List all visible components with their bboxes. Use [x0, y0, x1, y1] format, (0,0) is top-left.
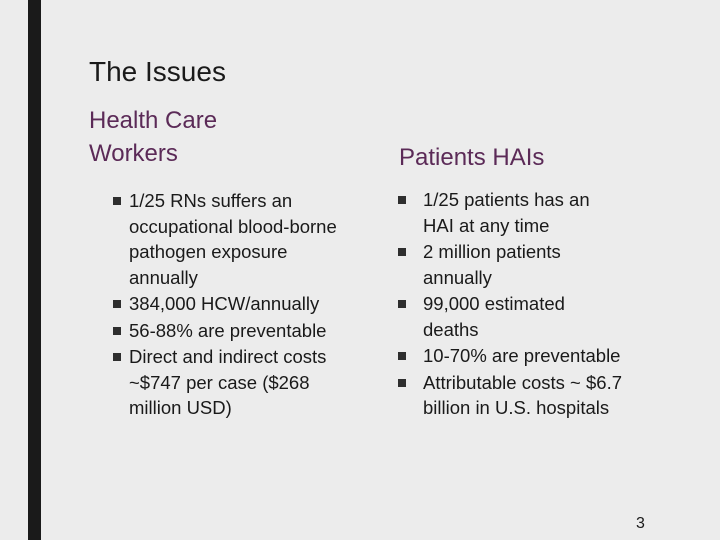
bullet-text: 384,000 HCW/annually	[129, 293, 320, 314]
bullet-square-icon	[113, 300, 121, 308]
bullet-square-icon	[398, 352, 406, 360]
bullet-square-icon	[113, 327, 121, 335]
bullet-text: 2 million patients annually	[423, 241, 561, 288]
bullet-text: Direct and indirect costs ~$747 per case ($268 million USD)	[129, 346, 327, 418]
bullet-text: 99,000 estimated deaths	[423, 293, 565, 340]
left-accent-bar	[28, 0, 41, 540]
list-item	[113, 318, 353, 344]
page-number: 3	[636, 515, 645, 532]
bullet-square-icon	[398, 196, 406, 204]
list-item	[113, 291, 353, 317]
list-item	[395, 370, 625, 421]
bullet-text: 10-70% are preventable	[423, 345, 621, 366]
bullet-text: Attributable costs ~ $6.7 billion in U.S. hospitals	[423, 371, 622, 418]
left-column-heading: Health Care Workers	[89, 107, 218, 167]
bullet-square-icon	[113, 197, 121, 205]
bullet-text: 56-88% are preventable	[129, 319, 327, 341]
slide-title: The Issues	[89, 56, 226, 87]
right-column-heading: Patients HAIs	[399, 144, 545, 171]
bullet-square-icon	[113, 353, 121, 361]
list-item	[113, 344, 353, 421]
bullet-text: 1/25 RNs suffers an occupational blood-borne pathogen exposure annually	[129, 190, 337, 288]
right-bullet-list	[395, 187, 625, 422]
list-item	[395, 187, 625, 238]
bullet-square-icon	[398, 300, 406, 308]
list-item	[113, 188, 353, 290]
list-item	[395, 239, 625, 290]
left-bullet-list	[113, 188, 353, 422]
list-item	[395, 291, 625, 342]
bullet-square-icon	[398, 379, 406, 387]
bullet-square-icon	[398, 248, 406, 256]
bullet-text: 1/25 patients has an HAI at any time	[423, 189, 590, 236]
list-item	[395, 343, 625, 369]
